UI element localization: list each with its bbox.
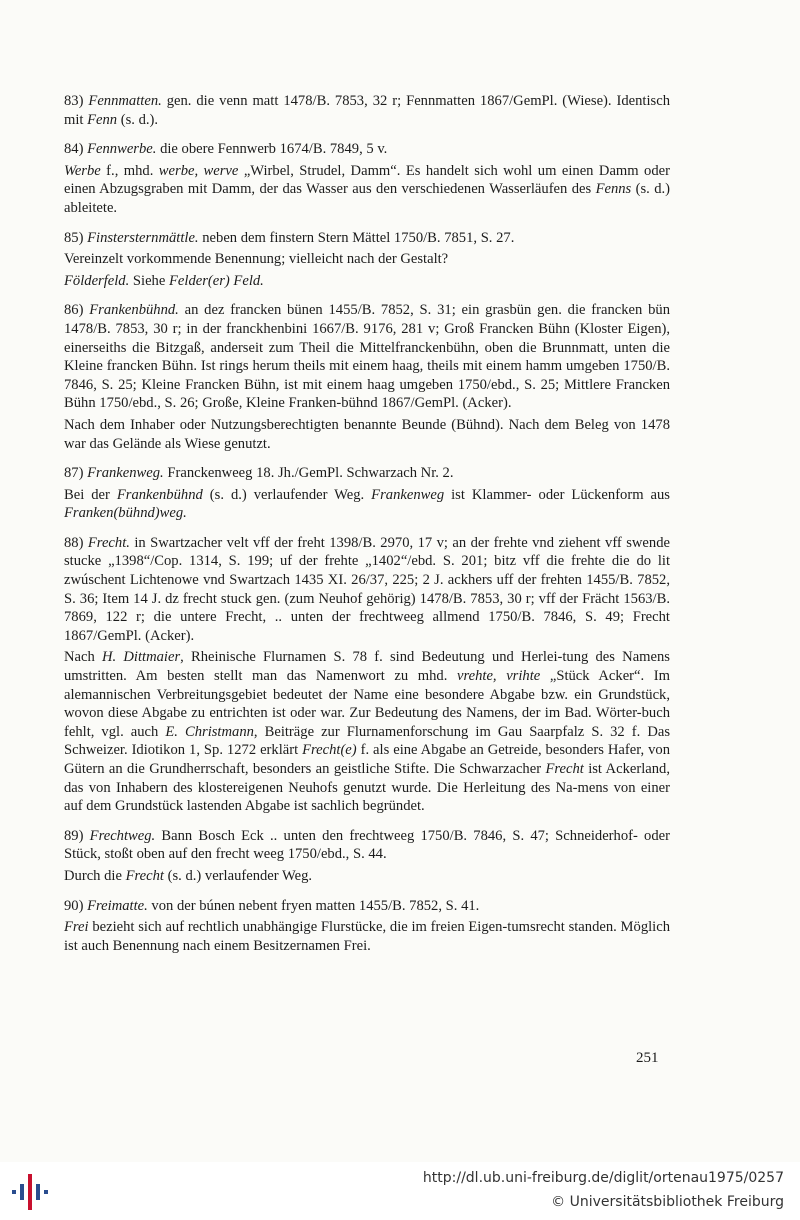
entry-title: Finstersternmättle. bbox=[87, 229, 199, 246]
note-term: vrehte, vrihte bbox=[457, 668, 541, 685]
source-url-link[interactable]: http://dl.ub.uni-freiburg.de/diglit/ortenau1975/0257 bbox=[422, 1170, 784, 1186]
note-term: Frankenweg bbox=[371, 486, 445, 503]
note-term: Földerfeld. bbox=[64, 272, 130, 289]
note-text: Siehe bbox=[129, 272, 169, 289]
entry-title: Frechtweg. bbox=[89, 827, 156, 844]
entry-number: 83) bbox=[64, 93, 89, 109]
copyright-notice: © Universitätsbibliothek Freiburg bbox=[551, 1194, 784, 1210]
entry-text: in Swartzacher velt vff der freht 1398/B. 2970, 17 v; an der frehte vnd ziehent vff swende stucke „1398“/Cop. 1314, S. 199; uf der frehte „1402“/ebd. S. 201; bitz vff die frehte die do lit zwúschent Lichtenowe vnd Swartzach 1435 XI. 26/37, 225; 2 J. ackhers uff der frehten 1455/B. 7852, S. 36; Item 14 J. dz frecht stuck gen. (zum Neuhof gehörig) 1478/B. 7853, 30 r; vff der Frächt 1563/B. 7869, 122 r; die untere Frecht, .. unten der frechtweeg allmend 1750/B. 7846, S. 49; Frecht 1867/GemPl. (Acker). bbox=[64, 534, 670, 644]
entry-title: Frankenweg. bbox=[87, 465, 164, 482]
page-number: 251 bbox=[636, 1050, 659, 1066]
entry-head bbox=[64, 534, 670, 646]
entry-text: gen. die venn matt 1478/B. 7853, 32 r; Fennmatten 1867/GemPl. (Wiese). Identisch mit bbox=[64, 93, 670, 128]
entry-text: von der búnen nebent fryen matten 1455/B. 7852, S. 41. bbox=[147, 897, 480, 914]
entry-note bbox=[64, 918, 670, 955]
note-text: ist Klammer- oder Lückenform aus bbox=[444, 486, 670, 503]
entry-text: an dez francken bünen 1455/B. 7852, S. 31; ein grasbün gen. die francken bün 1478/B. 7853, 30 r; in der franckhenbini 1667/B. 9176, 281 v; Groß Francken Bühn (Kloster Eigen), einerseiths die Bitzgaß, anderseit zum Theil die Mittelfranckenbühn, oben die Brunnmatt, unten die Kleine francken Bühn. Ist rings herum theils mit einem haag, theils mit einem hamm umgeben 1750/B. 7846, S. 25; Kleine Francken Bühn, ist mit einem haag umgeben 1750/ebd., S. 25; Mittlere Francken Bühn 1750/ebd., S. 26; Große, Kleine Franken-bühnd 1867/GemPl. (Acker). bbox=[64, 302, 670, 412]
entry-head bbox=[64, 140, 670, 159]
entry-text: neben dem finstern Stern Mättel 1750/B. 7851, S. 27. bbox=[198, 229, 515, 246]
note-term: Frankenbühnd bbox=[116, 486, 203, 503]
entry-title: Fennwerbe. bbox=[87, 141, 157, 158]
entry-number: 90) bbox=[64, 897, 88, 914]
entry-text: (s. d.). bbox=[117, 111, 159, 128]
note-term: Franken(bühnd)weg. bbox=[64, 505, 187, 522]
entry-number: 88) bbox=[64, 534, 88, 551]
entry-number: 84) bbox=[64, 141, 88, 158]
entry-note bbox=[64, 272, 670, 291]
entry-title: Frecht. bbox=[87, 534, 130, 551]
note-text: Nach bbox=[64, 649, 102, 666]
note-term: Frecht(e) bbox=[302, 742, 357, 759]
note-term: Frecht bbox=[545, 761, 584, 777]
entry-note bbox=[64, 250, 670, 269]
page-content bbox=[64, 92, 670, 966]
entry-head bbox=[64, 92, 670, 129]
footer bbox=[0, 1162, 800, 1220]
note-text: , Rheinische Flurnamen S. 78 f. sind Bedeutung und Herlei-tung des Namens umstritten. Am besten stellt man das Namenwort zu mhd. bbox=[64, 649, 670, 685]
entry-note bbox=[64, 648, 670, 815]
entry bbox=[64, 897, 670, 956]
entry-head bbox=[64, 301, 670, 413]
entry-title: Fennmatten. bbox=[88, 93, 162, 109]
note-term: Fenns bbox=[595, 181, 632, 198]
note-term: H. Dittmaier bbox=[102, 649, 181, 666]
ub-freiburg-logo-icon bbox=[8, 1170, 52, 1214]
entry-number: 85) bbox=[64, 229, 88, 246]
note-text: Bei der bbox=[64, 486, 117, 503]
entry-number: 86) bbox=[64, 302, 90, 319]
entry-title: Freimatte. bbox=[87, 897, 148, 914]
entry-note bbox=[64, 416, 670, 453]
entry-number: 87) bbox=[64, 465, 88, 482]
entry bbox=[64, 534, 670, 816]
entry bbox=[64, 140, 670, 217]
entry-note bbox=[64, 486, 670, 523]
note-text: (s. d.) verlaufender Weg. bbox=[163, 867, 313, 884]
note-term: Felder(er) Feld. bbox=[169, 272, 264, 289]
entry-text: Fenn bbox=[87, 111, 118, 128]
note-text: bezieht sich auf rechtlich unabhängige Flurstücke, die im freien Eigen-tumsrecht standen. Möglich ist auch Benennung nach einem Besitzernamen Frei. bbox=[64, 919, 670, 954]
entry-text: Franckenweeg 18. Jh./GemPl. Schwarzach Nr. 2. bbox=[163, 465, 454, 482]
entry-text: die obere Fennwerb 1674/B. 7849, 5 v. bbox=[156, 141, 388, 158]
entry-head bbox=[64, 464, 670, 483]
entry-head bbox=[64, 827, 670, 864]
entry-text: Bann Bosch Eck .. unten den frechtweeg 1750/B. 7846, S. 47; Schneiderhof- oder Stück, stoßt oben auf den frecht weeg 1750/ebd., S. 44. bbox=[64, 827, 670, 863]
note-text: Nach dem Inhaber oder Nutzungsberechtigten benannte Beunde (Bühnd). Nach dem Beleg von 1478 war das Gelände als Wiese genutzt. bbox=[64, 416, 670, 452]
note-text: Vereinzelt vorkommende Benennung; vielleicht nach der Gestalt? bbox=[64, 251, 449, 268]
note-text: f. als eine Abgabe an Getreide, besonders Hafer, von Gütern an die Grundherrschaft, besonders an geistliche Stifte. Die Schwarzacher bbox=[64, 742, 670, 777]
entry-number: 89) bbox=[64, 827, 90, 844]
note-text: Durch die bbox=[64, 867, 126, 884]
note-text: „Wirbel, Strudel, Damm“. Es handelt sich wohl um einen Damm oder einen Abzugsgraben mit Damm, der das Wasser aus den verschiedenen Wasserläufen des bbox=[64, 162, 670, 198]
entry-title: Frankenbühnd. bbox=[89, 302, 179, 319]
note-term: Frei bbox=[64, 919, 89, 936]
entry bbox=[64, 92, 670, 129]
note-text: , Beiträge zur Flurnamenforschung im Gau Saarpfalz S. 32 f. Das Schweizer. Idiotikon 1, Sp. 1272 erklärt bbox=[64, 723, 671, 759]
entry-head bbox=[64, 229, 670, 248]
note-text: (s. d.) verlaufender Weg. bbox=[202, 486, 372, 503]
entry-head bbox=[64, 897, 670, 916]
entry bbox=[64, 301, 670, 453]
note-text: „Stück Acker“. Im alemannischen Verbreitungsgebiet bedeutet der Name eine besondere Abgabe bzw. ein Grundstück, wovon diese Abgabe zu entrichten ist oder war. Zur Bedeutung des Namens, der im Bad. Wörter-buch fehlt, vgl. auch bbox=[64, 668, 670, 740]
note-text: (s. d.) ableitete. bbox=[64, 181, 670, 216]
note-term: E. Christmann bbox=[165, 723, 254, 740]
entry bbox=[64, 464, 670, 523]
entry bbox=[64, 229, 670, 291]
note-term: Werbe bbox=[64, 162, 101, 179]
entry-note bbox=[64, 162, 670, 218]
note-text: f., mhd. bbox=[100, 162, 159, 179]
note-text: ist Ackerland, das von Inhabern des klostereigenen Neuhofs genutzt wurde. Die Herleitung des Na-mens von einer auf dem Grundstück lastenden Abgabe ist sachlich begründet. bbox=[64, 761, 670, 815]
entry-note bbox=[64, 867, 670, 886]
entry bbox=[64, 827, 670, 886]
note-term: werbe, werve bbox=[158, 162, 239, 179]
note-term: Frecht bbox=[125, 867, 164, 884]
